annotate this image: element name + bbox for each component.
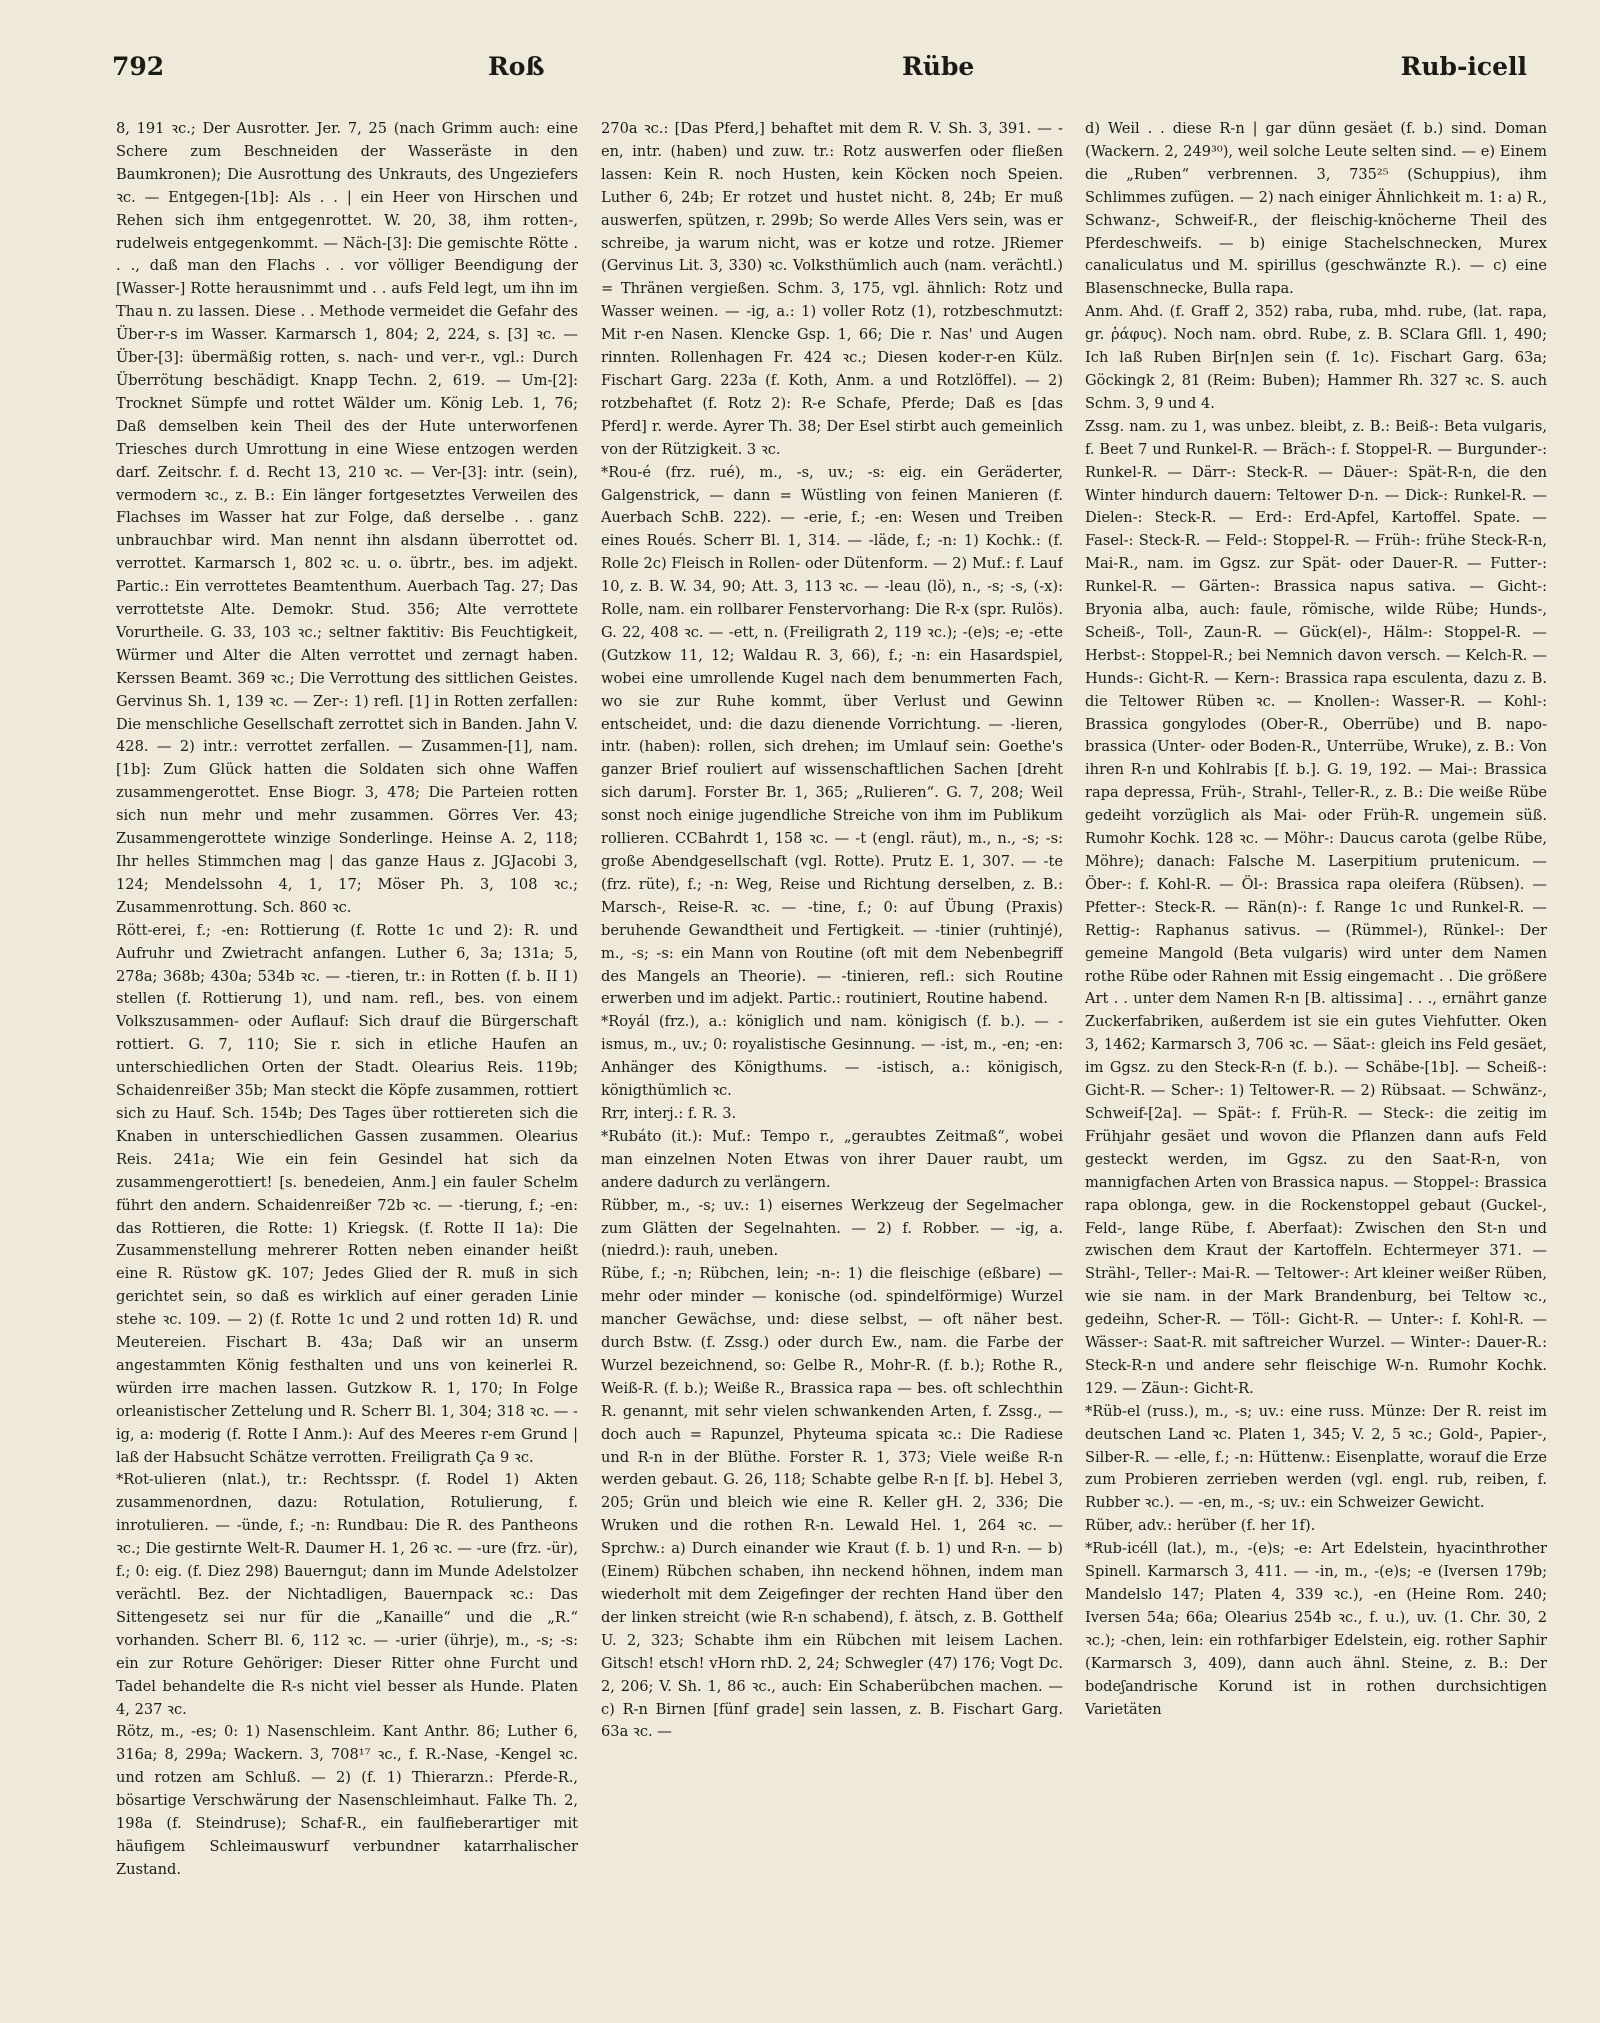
running-head — [112, 52, 1527, 92]
entry-paragraph: Anm. Ahd. (f. Graff 2, 352) raba, ruba, mhd. rube, (lat. rapa, gr. ῥάφυς). Noch nam. obrd. Rube, z. B. SClara Gfll. 1, 490; Ich laß Ruben Bir[n]en sein (f. 1c). Fischart Garg. 63a; Göckingk 2, 81 (Reim: Buben); Hammer Rh. 327 ꝛc. S. auch Schm. 3, 9 und 4. — [1085, 303, 1547, 412]
entry-paragraph: Rübe, f.; -n; Rübchen, lein; -n-: 1) die fleischige (eßbare) — mehr oder minder — konische (od. spindelförmige) Wurzel mancher Gewächse, und: diese selbst, — oft näher best. durch Bstw. (f. Zssg.) oder durch Ew., nam. die Farbe der Wurzel bezeichnend, so: Gelbe R., Mohr-R. (f. b.); Rothe R., Weiß-R. (f. b.); Weiße R., Brassica rapa — bes. oft schlechthin R. genannt, mit sehr vielen schwankenden Arten, f. Zssg., — doch auch = Rapunzel, Phyteuma spicata ꝛc.: Die Radiese und R-n in der Blüthe. Forster R. 1, 373; Viele weiße R-n werden gebaut. G. 26, 118; Schabte gelbe R-n [f. b]. Hebel 3, 205; Grün und bleich wie eine R. Keller gH. 2, 336; Die Wruken und die rothen R-n. Lewald Hel. 1, 264 ꝛc. — Sprchw.: a) Durch einander wie Kraut (f. b. 1) und R-n. — b) (Einem) Rübchen schaben, ihn neckend höhnen, indem man wiederholt mit dem Zeigefinger der rechten Hand über den der linken streicht (wie R-n schabend), f. ätsch, z. B. Gotthelf U. 2, 323; Schabte ihm ein Rübchen mit leisem Lachen. Gitsch! etsch! vHorn rhD. 2, 24; Schwegler (47) 176; Vogt Dc. 2, 206; V. Sh. 1, 86 ꝛc., auch: Ein Schaberübchen machen. — c) R-n Birnen [fünf grade] sein lassen, z. B. Fischart Garg. 63a ꝛc. — — [601, 1265, 1063, 1741]
running-head-left: Roß — [488, 52, 545, 81]
entry-paragraph: *Royál (frz.), a.: königlich und nam. königisch (f. b.). — -ismus, m., uv.; 0: royalistische Gesinnung. — -ist, m., -en; -en: Anhänger des Königthums. — -istisch, a.: königisch, königthümlich ꝛc. — [601, 1013, 1063, 1100]
entry-paragraph: Rüber, adv.: herüber (f. her 1f). — [1085, 1517, 1316, 1535]
page-number: 792 — [112, 52, 165, 81]
entry-paragraph: *Rou-é (frz. rué), m., -s, uv.; -s: eig. ein Geräderter, Galgenstrick, — dann = Wüstling von feinen Manieren (f. Auerbach SchB. 222). — -erie, f.; -en: Wesen und Treiben eines Roués. Scherr Bl. 1, 314. — -läde, f.; -n: 1) Kochk.: (f. Rolle 2c) Fleisch in Rollen- oder Dütenform. — 2) Muf.: f. Lauf 10, z. B. W. 34, 90; Att. 3, 113 ꝛc. — -leau (lö), n., -s; -s, (-x): Rolle, nam. ein rollbarer Fenstervorhang: Die R-x (spr. Rulös). G. 22, 408 ꝛc. — -ett, n. (Freiligrath 2, 119 ꝛc.); -(e)s; -e; -ette (Gutzkow 11, 12; Waldau R. 3, 66), f.; -n: ein Hasardspiel, wobei eine umrollende Kugel nach dem benummerten Fach, wo sie zur Ruhe kommt, über Verlust und Gewinn entscheidet, und: die dazu dienende Vorrichtung. — -lieren, intr. (haben): rollen, sich drehen; im Umlauf sein: Goethe's ganzer Brief rouliert auf wissenschaftlichen Sachen [dreht sich darum]. Forster Br. 1, 365; „Rulieren“. G. 7, 208; Weil sonst noch einige jugendliche Streiche von ihm im Publikum rollieren. CCBahrdt 1, 158 ꝛc. — -t (engl. räut), m., n., -s; -s: große Abendgesellschaft (vgl. Rotte). Prutz E. 1, 307. — -te (frz. rüte), f.; -n: Weg, Reise und Richtung derselben, z. B.: Marsch-, Reise-R. ꝛc. — -tine, f.; 0: auf Übung (Praxis) beruhende Gewandtheit und Fertigkeit. — -tinier (ruhtinjé), m., -s; -s: ein Mann von Routine (oft mit dem Nebenbegriff des Mangels an Theorie). — -tinieren, refl.: sich Routine erwerben und im adjekt. Partic.: routiniert, Routine habend. — [601, 463, 1063, 1008]
entry-paragraph: *Rubáto (it.): Muf.: Tempo r., „geraubtes Zeitmaß“, wobei man einzelnen Noten Etwas von ihrer Dauer raubt, um andere dadurch zu verlängern. — [601, 1127, 1063, 1191]
column-middle — [601, 118, 1063, 2008]
entry-paragraph: d) Weil . . diese R-n | gar dünn gesäet (f. b.) sind. Doman (Wackern. 2, 249³⁰), weil solche Leute selten sind. — e) Einem die „Ruben“ verbrennen. 3, 735²⁵ (Schuppius), ihm Schlimmes zufügen. — 2) nach einiger Ähnlichkeit m. 1: a) R., Schwanz-, Schweif-R., der fleischig-knöcherne Theil des Pferdeschweifs. — b) einige Stachelschnecken, Murex canaliculatus und M. spirillus (geschwänzte R.). — c) eine Blasenschnecke, Bulla rapa. — [1085, 120, 1547, 298]
entry-paragraph: Rött-erei, f.; -en: Rottierung (f. Rotte 1c und 2): R. und Aufruhr und Zwietracht anfangen. Luther 6, 3a; 131a; 5, 278a; 368b; 430a; 534b ꝛc. — -tieren, tr.: in Rotten (f. b. II 1) stellen (f. Rottierung 1), und nam. refl., bes. von einem Volkszusammen- oder Auflauf: Sich drauf die Bürgerschaft rottiert. G. 7, 110; Sie r. sich in etliche Haufen an unterschiedlichen Orten der Stadt. Olearius Reis. 119b; Schaidenreißer 35b; Man steckt die Köpfe zusammen, rottiert sich zu Hauf. Sch. 154b; Des Tages über rottiereten sich die Knaben in unterschiedlichen Gassen zusammen. Olearius Reis. 241a; Wie ein fein Gesindel hat sich da zusammengerottiert! [s. benedeien, Anm.] ein fauler Schelm führt den andern. Schaidenreißer 72b ꝛc. — -tierung, f.; -en: das Rottieren, die Rotte: 1) Kriegsk. (f. Rotte II 1a): Die Zusammenstellung mehrerer Rotten neben einander heißt eine R. Rüstow gK. 107; Jedes Glied der R. muß in sich gerichtet sein, so daß es wirklich auf einer geraden Linie stehe ꝛc. 109. — 2) (f. Rotte 1c und 2 und rotten 1d) R. und Meutereien. Fischart B. 43a; Daß wir an unserm angestammten König festhalten und uns von keinerlei R. würden irre machen lassen. Gutzkow R. 1, 170; In Folge orleanistischer Zettelung und R. Scherr Bl. 1, 304; 318 ꝛc. — -ig, a: moderig (f. Rotte I Anm.): Auf des Meeres r-em Grund | laß der Habsucht Schätze verrotten. Freiligrath Ça 9 ꝛc. — [116, 921, 578, 1466]
entry-paragraph: *Rub-icéll (lat.), m., -(e)s; -e: Art Edelstein, hyacinthrother Spinell. Karmarsch 3, 411. — -in, m., -(e)s; -e (Iversen 179b; Mandelslo 147; Platen 4, 339 ꝛc.), -en (Heine Rom. 240; Iversen 54a; 66a; Olearius 254b ꝛc., f. u.), uv. (1. Chr. 30, 2 ꝛc.); -chen, lein: ein rothfarbiger Edelstein, eig. rother Saphir (Karmarsch 3, 409), dann auch ähnl. Steine, z. B.: Der bodeʃandrische Korund ist in rothen durchsichtigen Varietäten — [1085, 1540, 1547, 1718]
running-head-right: Rub-icell — [1400, 52, 1527, 81]
entry-paragraph: 8, 191 ꝛc.; Der Ausrotter. Jer. 7, 25 (nach Grimm auch: eine Schere zum Beschneiden der Wasseräste in den Baumkronen); Die Ausrottung des Unkrauts, des Ungeziefers ꝛc. — Entgegen-[1b]: Als . . | ein Heer von Hirschen und Rehen sich ihm entgegenrottet. W. 20, 38, ihm rotten-, rudelweis entgegenkommt. — Näch-[3]: Die gemischte Rötte . . ., daß man den Flachs . . vor völliger Beendigung der [Wasser-] Rotte herausnimmt und . . aufs Feld legt, um ihn im Thau n. zu lassen. Diese . . Methode vermeidet die Gefahr des Über-r-s im Wasser. Karmarsch 1, 804; 2, 224, s. [3] ꝛc. — Über-[3]: übermäßig rotten, s. nach- und ver-r., vgl.: Durch Überrötung beschädigt. Knapp Techn. 2, 619. — Um-[2]: Trocknet Sümpfe und rottet Wälder um. König Leb. 1, 76; Daß demselben kein Theil des der Hute unterworfenen Triesches durch Umrottung in eine Wiese entzogen werden darf. Zeitschr. f. d. Recht 13, 210 ꝛc. — Ver-[3]: intr. (sein), vermodern ꝛc., z. B.: Ein länger fortgesetztes Verweilen des Flachses im Wasser hat zur Folge, daß derselbe . . ganz unbrauchbar wird. Man nennt ihn alsdann überrottet od. verrottet. Karmarsch 1, 802 ꝛc. u. o. übrtr., bes. im adjekt. Partic.: Ein verrottetes Beamtenthum. Auerbach Tag. 27; Das verrottetste Alte. Demokr. Stud. 356; Alte verrottete Vorurtheile. G. 33, 103 ꝛc.; seltner faktitiv: Bis Feuchtigkeit, Würmer und Alter die Alten verrottet und zernagt haben. Kerssen Beamt. 369 ꝛc.; Die Verrottung des sittlichen Geistes. Gervinus Sh. 1, 139 ꝛc. — Zer-: 1) refl. [1] in Rotten zerfallen: Die menschliche Gesellschaft zerrottet sich in Banden. Jahn V. 428. — 2) intr.: verrottet zerfallen. — Zusammen-[1], nam. [1b]: Zum Glück hatten die Soldaten sich ohne Waffen zusammengerottet. Ense Biogr. 3, 478; Die Parteien rotten sich nun mehr und mehr zusammen. Görres Ver. 43; Zusammengerottete winzige Sonderlinge. Heinse A. 2, 118; Ihr helles Stimmchen mag | das ganze Haus z. JGJacobi 3, 124; Mendelssohn 4, 1, 17; Möser Ph. 3, 108 ꝛc.; Zusammenrottung. Sch. 860 ꝛc. — [116, 120, 578, 916]
entry-paragraph: 270a ꝛc.: [Das Pferd,] behaftet mit dem R. V. Sh. 3, 391. — -en, intr. (haben) und zuw. tr.: Rotz auswerfen oder fließen lassen: Kein R. noch Husten, kein Köcken noch Speien. Luther 6, 24b; Er rotzet und hustet nicht. 8, 24b; Er muß auswerfen, spützen, r. 299b; So werde Alles Vers sein, was er schreibe, ja warum nicht, was er kotze und rotze. JRiemer (Gervinus Lit. 3, 330) ꝛc. Volksthümlich auch (nam. verächtl.) = Thränen vergießen. Schm. 3, 175, vgl. ähnlich: Rotz und Wasser weinen. — -ig, a.: 1) voller Rotz (1), rotzbeschmutzt: Mit r-en Nasen. Klencke Gsp. 1, 66; Die r. Nas' und Augen rinnten. Rollenhagen Fr. 424 ꝛc.; Diesen koder-r-en Külz. Fischart Garg. 223a (f. Koth, Anm. a und Rotzlöffel). — 2) rotzbehaftet (f. Rotz 2): R-e Schafe, Pferde; Daß es [das Pferd] r. werde. Ayrer Th. 38; Der Esel stirbt auch gemeinlich von der Rützigkeit. 3 ꝛc. — [601, 120, 1063, 458]
column-left — [116, 118, 578, 2008]
entry-paragraph: Rötz, m., -es; 0: 1) Nasenschleim. Kant Anthr. 86; Luther 6, 316a; 8, 299a; Wackern. 3, 708¹⁷ ꝛc., f. R.-Nase, -Kengel ꝛc. und rotzen am Schluß. — 2) (f. 1) Thierarzn.: Pferde-R., bösartige Verschwärung der Nasenschleimhaut. Falke Th. 2, 198a (f. Steindruse); Schaf-R., ein faulfieberartiger mit häufigem Schleimauswurf verbundner katarrhalischer Zustand. — [116, 1723, 578, 1878]
running-head-center: Rübe — [902, 52, 975, 81]
entry-paragraph: Rrr, interj.: f. R. 3. — [601, 1104, 737, 1122]
column-right — [1085, 118, 1547, 2008]
entry-paragraph: *Rot-ulieren (nlat.), tr.: Rechtsspr. (f. Rodel 1) Akten zusammenordnen, dazu: Rotulation, Rotulierung, f. inrotulieren. — -ünde, f.; -n: Rundbau: Die R. des Pantheons ꝛc.; Die gestirnte Welt-R. Daumer H. 1, 26 ꝛc. — -ure (frz. -ür), f.; 0: eig. (f. Diez 298) Bauerngut; dann im Munde Adelstolzer verächtl. Bez. der Nichtadligen, Bauernpack ꝛc.: Das Sittengesetz sei nur für die „Kanaille“ und die „R.“ vorhanden. Scherr Bl. 6, 112 ꝛc. — -urier (ührje), m., -s; -s: ein zur Roture Gehöriger: Dieser Ritter ohne Furcht und Tadel behandelte die R-s nicht viel besser als Hunde. Platen 4, 237 ꝛc. — [116, 1471, 578, 1718]
entry-paragraph: Zssg. nam. zu 1, was unbez. bleibt, z. B.: Beiß-: Beta vulgaris, f. Beet 7 und Runkel-R. — Bräch-: f. Stoppel-R. — Burgunder-: Runkel-R. — Därr-: Steck-R. — Däuer-: Spät-R-n, die den Winter hindurch dauern: Teltower D-n. — Dick-: Runkel-R. — Dielen-: Steck-R. — Erd-: Erd-Apfel, Kartoffel. Spate. — Fasel-: Steck-R. — Feld-: Stoppel-R. — Früh-: frühe Steck-R-n, Mai-R., nam. im Ggsz. zur Spät- oder Dauer-R. — Futter-: Runkel-R. — Gärten-: Brassica napus sativa. — Gicht-: Bryonia alba, auch: faule, römische, wilde Rübe; Hunds-, Scheiß-, Toll-, Zaun-R. — Gück(el)-, Hälm-: Stoppel-R. — Herbst-: Stoppel-R.; bei Nemnich davon versch. — Kelch-R. — Hunds-: Gicht-R. — Kern-: Brassica rapa esculenta, dazu z. B. die Teltower Rüben ꝛc. — Knollen-: Wasser-R. — Kohl-: Brassica gongylodes (Ober-R., Oberrübe) und B. napo-brassica (Unter- oder Boden-R., Unterrübe, Wruke), z. B.: Von ihren R-n und Kohlrabis [f. b.]. G. 19, 192. — Mai-: Brassica rapa depressa, Früh-, Strahl-, Teller-R., z. B.: Die weiße Rübe gedeiht vorzüglich als Mai- oder Früh-R. ungemein süß. Rumohr Kochk. 128 ꝛc. — Möhr-: Daucus carota (gelbe Rübe, Möhre); danach: Falsche M. Laserpitium prutenicum. — Öber-: f. Kohl-R. — Öl-: Brassica rapa oleifera (Rübsen). — Pfetter-: Steck-R. — Rän(n)-: f. Range 1c und Runkel-R. — Rettig-: Raphanus sativus. — (Rümmel-), Rünkel-: Der gemeine Mangold (Beta vulgaris) wird unter dem Namen rothe Rübe oder Rahnen mit Essig eingemacht . . Die größere Art . . unter dem Namen R-n [B. altissima] . . ., ernährt ganze Zuckerfabriken, außerdem ist sie ein gutes Viehfutter. Oken 3, 1462; Karmarsch 3, 706 ꝛc. — Säat-: gleich ins Feld gesäet, im Ggsz. zu den Steck-R-n (f. b.). — Schäbe-[1b]. — Scheiß-: Gicht-R. — Scher-: 1) Teltower-R. — 2) Rübsaat. — Schwänz-, Schweif-[2a]. — Spät-: f. Früh-R. — Steck-: die zeitig im Frühjahr gesäet und wovon die Pflanzen dann aufs Feld gesteckt werden, im Ggsz. zu den Saat-R-n, von mannigfachen Arten von Brassica napus. — Stoppel-: Brassica rapa oblonga, gew. in die Rockenstoppel gebaut (Guckel-, Feld-, lange Rübe, f. Aberfaat): Zwischen den St-n und zwischen dem Kraut der Kartoffeln. Echtermeyer 371. — Strähl-, Teller-: Mai-R. — Teltower-: Art kleiner weißer Rüben, wie sie nam. in der Mark Brandenburg, bei Teltow ꝛc., gedeihn, Scher-R. — Töll-: Gicht-R. — Unter-: f. Kohl-R. — Wässer-: Saat-R. mit saftreicher Wurzel. — Winter-: Dauer-R.: Steck-R-n und andere sehr fleischige W-n. Rumohr Kochk. 129. — Zäun-: Gicht-R. — [1085, 417, 1547, 1397]
entry-paragraph: *Rüb-el (russ.), m., -s; uv.: eine russ. Münze: Der R. reist im deutschen Land ꝛc. Platen 1, 345; V. 2, 5 ꝛc.; Gold-, Papier-, Silber-R. — -elle, f.; -n: Hüttenw.: Eisenplatte, worauf die Erze zum Probieren zerrieben werden (vgl. engl. rub, reiben, f. Rubber ꝛc.). — -en, m., -s; uv.: ein Schweizer Gewicht. — [1085, 1402, 1547, 1512]
entry-paragraph: Rübber, m., -s; uv.: 1) eisernes Werkzeug der Segelmacher zum Glätten der Segelnahten. — 2) f. Robber. — -ig, a. (niedrd.): rauh, uneben. — [601, 1196, 1063, 1260]
